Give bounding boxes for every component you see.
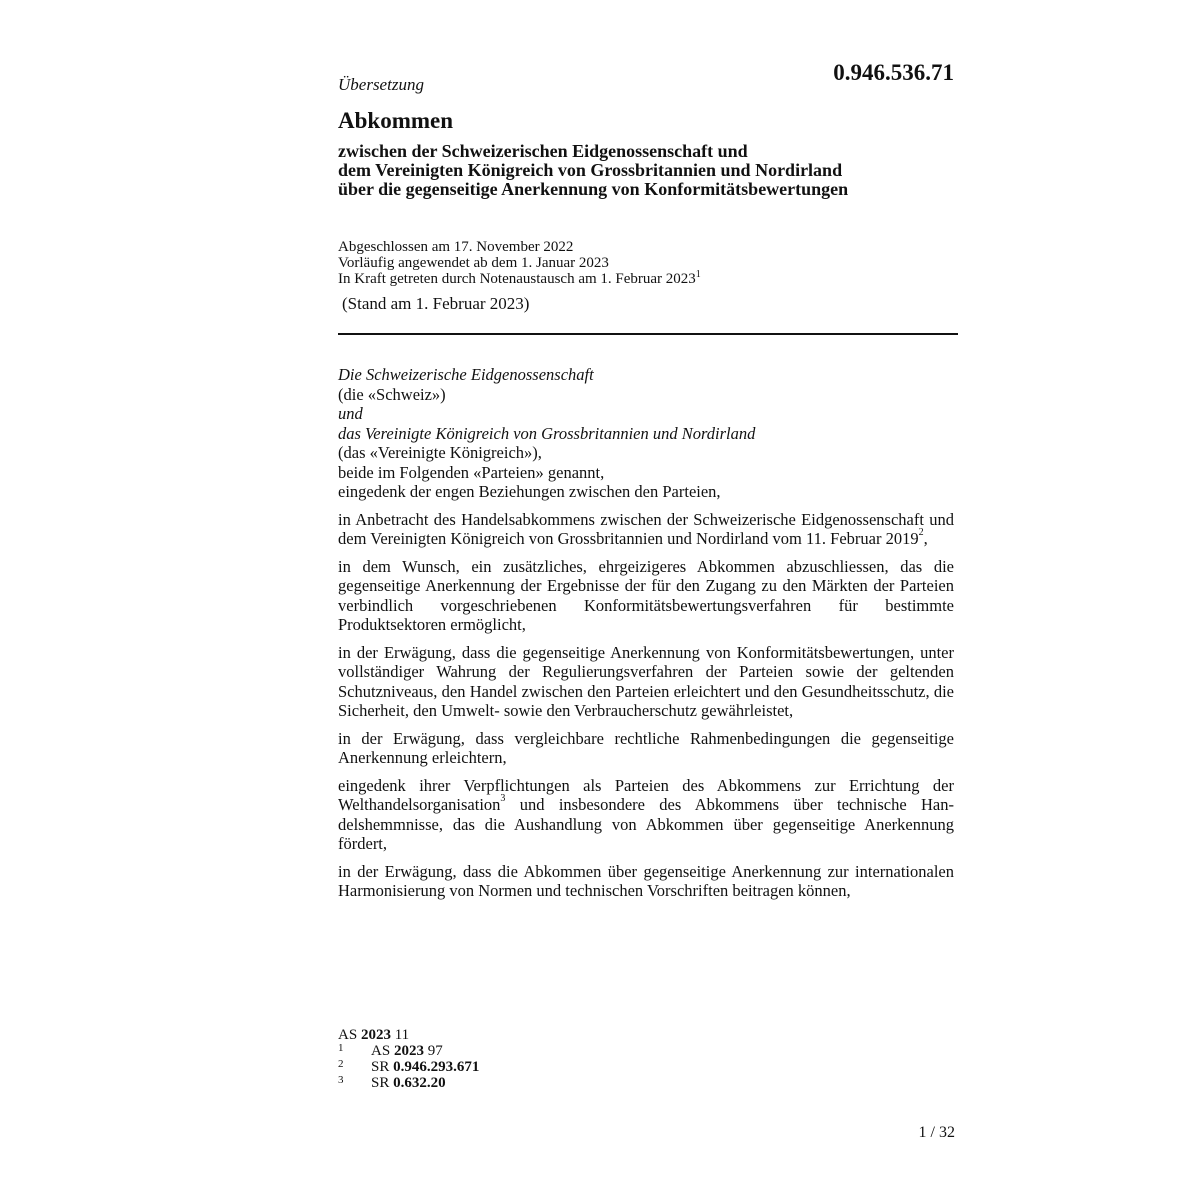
footnote-prefix: SR — [371, 1075, 390, 1091]
party-1-short: (die «Schweiz») — [338, 384, 446, 404]
paragraph-text: und insbesondere des Abkommens über technische Handelshemmnisse, das die Aushandlung von Abkommen über gegenseitige Anerkennung fördert, — [338, 795, 954, 853]
footnote-rest: 97 — [423, 1043, 443, 1059]
footnote-prefix: SR — [371, 1059, 390, 1075]
subtitle-line: dem Vereinigten Königreich von Grossbritannien und Nordirland — [338, 160, 843, 180]
document-title: Abkommen — [338, 108, 454, 133]
footnote-number: 2 — [338, 1058, 344, 1070]
paragraph-trade-agreement — [338, 510, 954, 549]
status-date: (Stand am 1. Februar 2023) — [342, 294, 530, 313]
sr-number: 0.946.536.71 — [833, 60, 954, 85]
date-block — [338, 239, 701, 287]
footnote-ref-3[interactable]: 3 — [500, 793, 506, 804]
footnote-number: 3 — [338, 1074, 344, 1086]
subtitle-line: zwischen der Schweizerischen Eidgenossenschaft und — [338, 141, 748, 161]
paragraph-text: in Anbetracht des Handelsabkommens zwischen der Schweizerische Eidgenossenschaft und dem Vereinigten Königreich von Grossbritannien und Nordirland vom 11. Februar 2019 — [338, 509, 954, 548]
paragraph-harmonisation: in der Erwägung, dass die Abkommen über gegenseitige Anerkennung zur internationalen Harmonisierung von Normen und technischen Vorschriften beitragen können, — [338, 861, 954, 900]
concluded-date: Abgeschlossen am 17. November 2022 — [338, 239, 574, 255]
preamble — [338, 365, 954, 909]
footnote-3 — [338, 1075, 479, 1091]
footnote-number: 1 — [338, 1042, 344, 1054]
footnote-ref-value: 0.946.293.671 — [393, 1059, 480, 1075]
paragraph-obligations — [338, 776, 954, 854]
document-subtitle — [338, 142, 978, 199]
party-2-short: (das «Vereinigte Königreich»), — [338, 443, 542, 462]
footnote-ref-value: 0.632.20 — [393, 1075, 446, 1091]
relations-text: eingedenk der engen Beziehungen zwischen den Parteien, — [338, 482, 721, 501]
subtitle-line: über die gegenseitige Anerkennung von Konformitätsbewertungen — [338, 179, 849, 199]
paragraph-text: eingedenk ihrer Verpflichtungen als Parteien des Abkommens zur Errichtung der Welthandelsorganisation — [338, 775, 954, 814]
header-divider — [338, 333, 958, 335]
party-2: das Vereinigte Königreich von Grossbritannien und Nordirland — [338, 423, 756, 443]
page-number: 1 / 32 — [918, 1124, 955, 1141]
translation-label: Übersetzung — [338, 75, 424, 94]
footer — [338, 1027, 479, 1091]
paragraph-end: , — [923, 529, 928, 548]
paragraph-framework: in der Erwägung, dass vergleichbare rechtliche Rahmenbedingungen die gegenseitige Anerkennung erleichtern, — [338, 728, 954, 767]
footnote-prefix: AS — [371, 1043, 391, 1059]
paragraph-wish: in dem Wunsch, ein zusätzliches, ehrgeizigeres Abkommen abzuschliessen, das die gegenseitige Anerkennung der Ergebnisse der für den Zugang zu den Märkten der Parteien verbindlich vorgeschriebenen Konformitätsbewertungsverfahren für bestimmte Produktsektoren ermöglicht, — [338, 556, 954, 634]
in-force-text: In Kraft getreten durch Notenaustausch am 1. Februar 2023 — [338, 271, 696, 287]
footnote-ref-value: 2023 — [393, 1043, 424, 1059]
both-parties: beide im Folgenden «Parteien» genannt, — [338, 462, 605, 482]
provisional-date: Vorläufig angewendet ab dem 1. Januar 2023 — [338, 255, 609, 271]
as-page: 11 — [394, 1027, 410, 1043]
footnote-ref-2[interactable]: 2 — [918, 527, 924, 538]
footnote-ref-1[interactable]: 1 — [695, 269, 701, 280]
as-year: 2023 — [360, 1027, 391, 1043]
in-force-date — [338, 271, 701, 287]
paragraph-consideration: in der Erwägung, dass die gegenseitige Anerkennung von Konformitätsbewertungen, unter vollständiger Wahrung der Regulierungsverfahren der Parteien sowie der geltenden Schutzniveaus, den Handel zwischen den Parteien erleichtert und den Gesundheitsschutz, die Sicherheit, den Umwelt- sowie den Verbraucherschutz gewährleistet, — [338, 642, 954, 720]
party-1: Die Schweizerische Eidgenossenschaft — [338, 365, 594, 384]
and-text: und — [338, 404, 363, 423]
as-prefix: AS — [338, 1027, 358, 1043]
